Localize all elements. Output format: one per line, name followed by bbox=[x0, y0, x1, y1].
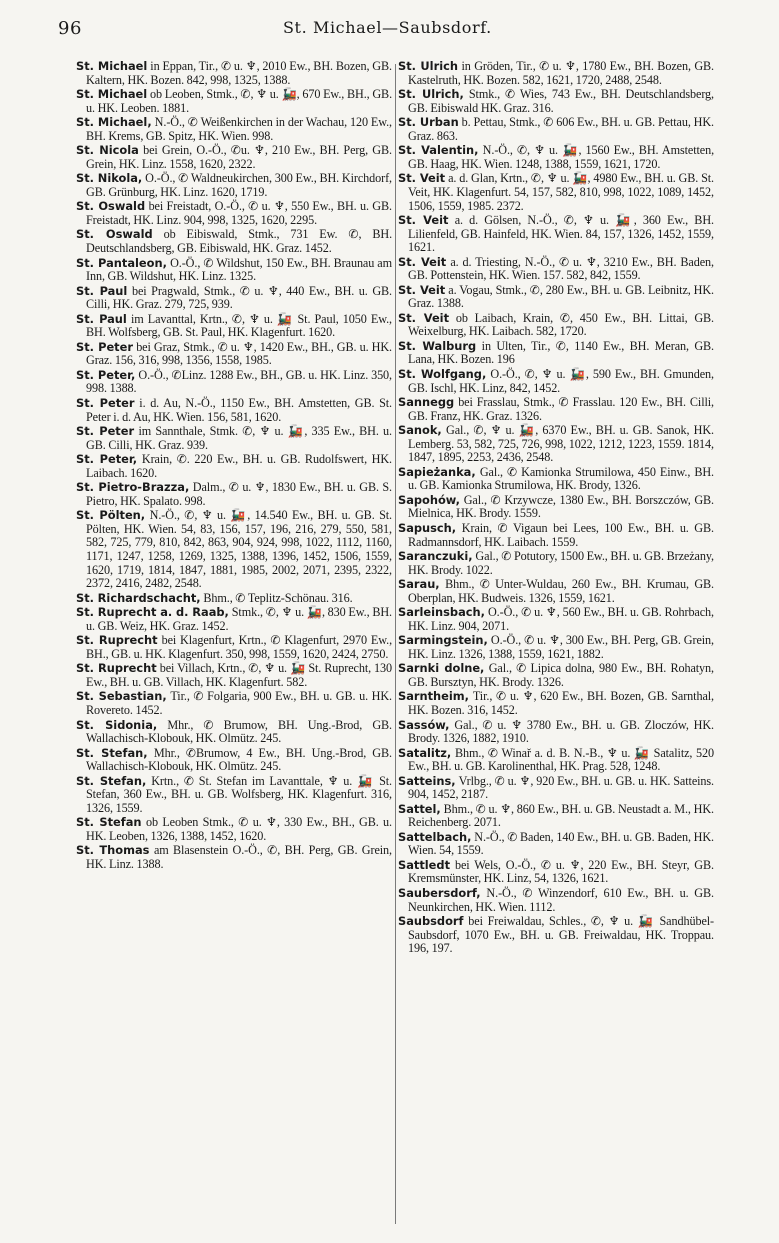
entry-text: Krain, ✆. 220 Ew., BH. u. GB. Rudolfswert, HK. Laibach. 1620. bbox=[86, 452, 392, 480]
gazetteer-entry bbox=[398, 690, 714, 717]
entry-headword: Saubsdorf bbox=[398, 914, 464, 929]
entry-text: am Blasenstein O.-Ö., ✆, BH. Perg, GB. Grein, HK. Linz. 1388. bbox=[86, 843, 392, 871]
entry-headword: St. Stefan, bbox=[76, 745, 148, 760]
gazetteer-entry bbox=[398, 60, 714, 87]
gazetteer-entry bbox=[76, 509, 392, 591]
entry-headword: Sattledt bbox=[398, 857, 451, 872]
gazetteer-entry bbox=[76, 285, 392, 312]
entry-text: Stmk., ✆ Wies, 743 Ew., BH. Deutschlandsberg, GB. Eibiswald HK. Graz. 316. bbox=[408, 87, 714, 115]
right-column bbox=[398, 60, 714, 1230]
page-header bbox=[58, 12, 718, 42]
gazetteer-entry bbox=[76, 481, 392, 508]
entry-headword: Sarau, bbox=[398, 577, 440, 592]
gazetteer-entry bbox=[398, 803, 714, 830]
entry-text: O.-Ö., ✆ u. ♆, 560 Ew., BH. u. GB. Rohrbach, HK. Linz. 904, 2071. bbox=[408, 605, 714, 633]
entry-headword: St. Ruprecht a. d. Raab, bbox=[76, 605, 229, 620]
gazetteer-entry bbox=[76, 341, 392, 368]
entry-headword: Sarnki dolne, bbox=[398, 661, 485, 676]
entry-headword: St. Pietro-Brazza, bbox=[76, 480, 190, 495]
entry-text: N.-Ö., ✆ Weißenkirchen in der Wachau, 120 Ew., BH. Krems, GB. Spitz, HK. Wien. 998. bbox=[86, 115, 392, 143]
entry-text: bei Wels, O.-Ö., ✆ u. ♆, 220 Ew., BH. Steyr, GB. Kremsmünster, HK. Linz, 54, 1326, 1621. bbox=[408, 857, 714, 886]
entry-headword: St. Ulrich bbox=[398, 60, 458, 73]
entry-headword: St. Paul bbox=[76, 311, 127, 326]
gazetteer-entry bbox=[398, 312, 714, 339]
entry-headword: St. Michael bbox=[76, 60, 148, 73]
gazetteer-entry bbox=[76, 144, 392, 171]
gazetteer-entry bbox=[398, 550, 714, 577]
entry-headword: St. Oswald bbox=[76, 227, 153, 242]
gazetteer-entry bbox=[398, 522, 714, 549]
entry-headword: St. Stefan bbox=[76, 815, 142, 830]
entry-headword: St. Sidonia, bbox=[76, 717, 158, 732]
entry-text: in Gröden, Tir., ✆ u. ♆, 1780 Ew., BH. Bozen, GB. Kastelruth, HK. Bozen. 582, 1621, 1720, 2488, 2548. bbox=[408, 60, 714, 87]
gazetteer-entry bbox=[76, 200, 392, 227]
entry-headword: St. Stefan, bbox=[76, 773, 147, 788]
gazetteer-entry bbox=[398, 775, 714, 802]
entry-headword: St. Walburg bbox=[398, 338, 477, 353]
running-title: St. Michael—Saubsdorf. bbox=[283, 18, 492, 37]
entry-text: Gal., ✆ Potutory, 1500 Ew., BH. u. GB. Brzeżany, HK. Brody. 1022. bbox=[408, 549, 714, 577]
entry-text: a. Vogau, Stmk., ✆, 280 Ew., BH. u. GB. Leibnitz, HK. Graz. 1388. bbox=[408, 282, 714, 311]
gazetteer-entry bbox=[398, 578, 714, 605]
gazetteer-entry bbox=[398, 368, 714, 395]
gazetteer-entry bbox=[76, 60, 392, 87]
entry-text: bei Grein, O.-Ö., ✆u. ♆, 210 Ew., BH. Perg, GB. Grein, HK. Linz. 1558, 1620, 2322. bbox=[86, 143, 392, 171]
entry-text: O.-Ö., ✆ Wildshut, 150 Ew., BH. Braunau am Inn, GB. Wildshut, HK. Linz. 1325. bbox=[86, 255, 392, 284]
gazetteer-entry bbox=[398, 256, 714, 283]
entry-text: Mhr., ✆ Brumow, BH. Ung.-Brod, GB. Wallachisch-Klobouk, HK. Olmütz. 245. bbox=[86, 717, 392, 746]
entry-headword: Sapusch, bbox=[398, 520, 457, 535]
gazetteer-entry bbox=[398, 284, 714, 311]
entry-text: Krtn., ✆ St. Stefan im Lavanttale, ♆ u. 🚂 St. Stefan, 360 Ew., BH. u. GB. Wolfsberg, HK. Klagenfurt. 316, 1326, 1559. bbox=[86, 773, 392, 815]
entry-text: in Eppan, Tir., ✆ u. ♆, 2010 Ew., BH. Bozen, GB. Kaltern, HK. Bozen. 842, 998, 1325, 1388. bbox=[86, 60, 392, 87]
entry-headword: St. Veit bbox=[398, 282, 446, 297]
gazetteer-entry bbox=[76, 690, 392, 717]
gazetteer-entry bbox=[398, 662, 714, 689]
gazetteer-entry bbox=[398, 634, 714, 661]
entry-text: O.-Ö., ✆, ♆ u. 🚂, 590 Ew., BH. Gmunden, GB. Ischl, HK. Linz, 842, 1452. bbox=[408, 366, 714, 395]
gazetteer-entry bbox=[76, 816, 392, 843]
entry-headword: St. Peter, bbox=[76, 367, 136, 382]
gazetteer-entry bbox=[398, 144, 714, 171]
entry-headword: St. Veit bbox=[398, 171, 446, 186]
entry-headword: St. Ruprecht bbox=[76, 661, 157, 676]
gazetteer-entry bbox=[398, 116, 714, 143]
entry-headword: St. Veit bbox=[398, 310, 450, 325]
entry-headword: Saubersdorf, bbox=[398, 885, 481, 900]
gazetteer-entry bbox=[398, 340, 714, 367]
entry-headword: St. Urban bbox=[398, 115, 459, 130]
gazetteer-entry bbox=[76, 634, 392, 661]
gazetteer-entry bbox=[76, 719, 392, 746]
entry-text: Mhr., ✆Brumow, 4 Ew., BH. Ung.-Brod, GB. Wallachisch-Klobouk, HK. Olmütz. 245. bbox=[86, 745, 392, 774]
column-divider bbox=[395, 64, 396, 1224]
entry-text: Gal., ✆ u. ♆ 3780 Ew., BH. u. GB. Zloczów, HK. Brody. 1326, 1882, 1910. bbox=[408, 717, 714, 746]
entry-headword: Sanok, bbox=[398, 423, 442, 438]
entry-text: Krain, ✆ Vigaun bei Lees, 100 Ew., BH. u. GB. Radmannsdorf, HK. Laibach. 1559. bbox=[408, 520, 714, 549]
gazetteer-entry bbox=[398, 396, 714, 423]
gazetteer-entry bbox=[76, 313, 392, 340]
entry-headword: Sapieżanka, bbox=[398, 464, 476, 479]
gazetteer-entry bbox=[398, 859, 714, 886]
entry-text: Bhm., ✆ Unter-Wuldau, 260 Ew., BH. Krumau, GB. Oberplan, HK. Budweis. 1326, 1559, 1621. bbox=[408, 577, 714, 605]
gazetteer-entry bbox=[398, 424, 714, 465]
entry-text: ob Eibiswald, Stmk., 731 Ew. ✆, BH. Deutschlandsberg, GB. Eibiswald, HK. Graz. 1452. bbox=[86, 227, 392, 256]
entry-text: Bhm., ✆ Teplitz-Schönau. 316. bbox=[203, 590, 353, 605]
entry-headword: St. Richardschacht, bbox=[76, 590, 201, 605]
entry-text: N.-Ö., ✆ Winzendorf, 610 Ew., BH. u. GB. Neunkirchen, HK. Wien. 1112. bbox=[408, 885, 714, 914]
entry-headword: Sapohów, bbox=[398, 492, 460, 507]
entry-text: Tir., ✆ Folgaria, 900 Ew., BH. u. GB. u. HK. Rovereto. 1452. bbox=[86, 689, 392, 718]
entry-headword: St. Nikola, bbox=[76, 171, 143, 186]
entry-text: ob Leoben Stmk., ✆ u. ♆, 330 Ew., BH., GB. u. HK. Leoben, 1326, 1388, 1452, 1620. bbox=[86, 815, 392, 843]
entry-text: bei Klagenfurt, Krtn., ✆ Klagenfurt, 2970 Ew., BH., GB. u. HK. Klagenfurt. 350, 998, 1559, 1620, 2424, 2750. bbox=[86, 633, 392, 661]
entry-headword: St. Sebastian, bbox=[76, 689, 167, 704]
entry-text: N.-Ö., ✆, ♆ u. 🚂, 1560 Ew., BH. Amstetten, GB. Haag, HK. Wien. 1248, 1388, 1559, 1621, 1720. bbox=[408, 143, 714, 171]
entry-text: bei Freistadt, O.-Ö., ✆ u. ♆, 550 Ew., BH. u. GB. Freistadt, HK. Linz. 904, 998, 1325, 1620, 2295. bbox=[86, 199, 392, 227]
entry-text: bei Graz, Stmk., ✆ u. ♆, 1420 Ew., BH., GB. u. HK. Graz. 156, 316, 998, 1356, 1558, 1985. bbox=[86, 339, 392, 368]
entry-text: bei Pragwald, Stmk., ✆ u. ♆, 440 Ew., BH. u. GB. Cilli, HK. Graz. 279, 725, 939. bbox=[86, 283, 392, 312]
entry-text: a. d. Triesting, N.-Ö., ✆ u. ♆, 3210 Ew., BH. Baden, GB. Pottenstein, HK. Wien. 157. 582, 842, 1559. bbox=[408, 254, 714, 283]
entry-text: in Ulten, Tir., ✆, 1140 Ew., BH. Meran, GB. Lana, HK. Bozen. 196 bbox=[408, 338, 714, 367]
entry-text: N.-Ö., ✆ Baden, 140 Ew., BH. u. GB. Baden, HK. Wien. 54, 1559. bbox=[408, 829, 714, 858]
entry-headword: St. Veit bbox=[398, 254, 447, 269]
entry-headword: Satteins, bbox=[398, 773, 456, 788]
entry-text: O.-Ö., ✆Linz. 1288 Ew., BH., GB. u. HK. Linz. 350, 998. 1388. bbox=[86, 367, 392, 396]
page-number: 96 bbox=[58, 18, 82, 39]
gazetteer-entry bbox=[76, 775, 392, 816]
gazetteer-entry bbox=[76, 397, 392, 424]
entry-text: Tir., ✆ u. ♆, 620 Ew., BH. Bozen, GB. Sarnthal, HK. Bozen. 316, 1452. bbox=[408, 689, 714, 718]
entry-headword: St. Wolfgang, bbox=[398, 366, 487, 381]
gazetteer-entry bbox=[76, 228, 392, 255]
entry-text: Gal., ✆ Krzywcze, 1380 Ew., BH. Borszczów, GB. Mielnica, HK. Brody. 1559. bbox=[408, 492, 714, 521]
entry-text: N.-Ö., ✆, ♆ u. 🚂, 14.540 Ew., BH. u. GB. St. Pölten, HK. Wien. 54, 83, 156, 157, 196, 216, 279, 550, 581, 582, 725, 779, 810, 842, 863, 904, 924, 998, 1022, 1112, 1160, 1171, 1247, 1258, 1269, 1325, 1388, 1396, 1452, 1506, 1559, 1620, 1719, 1814, 1847, 1881, 1985, 2002, 2071, 2395, 2322, 2372, 2416, 2482, 2548. bbox=[86, 508, 392, 591]
gazetteer-entry bbox=[76, 747, 392, 774]
entry-text: O.-Ö., ✆ Waldneukirchen, 300 Ew., BH. Kirchdorf, GB. Grünburg, HK. Linz. 1620, 1719. bbox=[86, 171, 392, 199]
gazetteer-entry bbox=[76, 425, 392, 452]
gazetteer-entry bbox=[76, 88, 392, 115]
entry-headword: St. Paul bbox=[76, 283, 128, 298]
entry-headword: St. Peter, bbox=[76, 452, 138, 467]
gazetteer-entry bbox=[76, 662, 392, 689]
entry-headword: St. Pantaleon, bbox=[76, 255, 167, 270]
entry-headword: St. Ulrich, bbox=[398, 87, 464, 102]
entry-text: ob Laibach, Krain, ✆, 450 Ew., BH. Littai, GB. Weixelburg, HK. Laibach. 582, 1720. bbox=[408, 310, 714, 339]
entry-text: Vrlbg., ✆ u. ♆, 920 Ew., BH. u. GB. u. HK. Satteins. 904, 1452, 2187. bbox=[408, 773, 714, 802]
gazetteer-entry bbox=[398, 214, 714, 255]
entry-headword: Saranczuki, bbox=[398, 549, 473, 564]
entry-headword: St. Peter bbox=[76, 395, 135, 410]
gazetteer-entry bbox=[398, 831, 714, 858]
entry-text: Gal., ✆, ♆ u. 🚂, 6370 Ew., BH. u. GB. Sanok, HK. Lemberg. 53, 582, 725, 726, 998, 1022, 1212, 1223, 1559. 1814, 1847, 1895, 2253, 2436, 2548. bbox=[408, 423, 714, 465]
gazetteer-entry bbox=[398, 887, 714, 914]
entry-headword: Sattel, bbox=[398, 801, 441, 816]
entry-text: Gal., ✆ Lipica dolna, 980 Ew., BH. Rohatyn, GB. Bursztyn, HK. Brody. 1326. bbox=[408, 661, 714, 689]
entry-headword: St. Valentin, bbox=[398, 143, 479, 158]
gazetteer-entry bbox=[76, 116, 392, 143]
entry-text: bei Villach, Krtn., ✆, ♆ u. 🚂 St. Ruprecht, 130 Ew., BH. u. GB. Villach, HK. Klagenfurt. 582. bbox=[86, 661, 392, 689]
entry-text: Stmk., ✆, ♆ u. 🚂, 830 Ew., BH. u. GB. Weiz, HK. Graz. 1452. bbox=[86, 605, 392, 633]
entry-headword: St. Veit bbox=[398, 212, 449, 227]
entry-headword: St. Oswald bbox=[76, 199, 146, 214]
entry-headword: Sarmingstein, bbox=[398, 633, 488, 648]
gazetteer-entry bbox=[76, 606, 392, 633]
entry-headword: Sarleinsbach, bbox=[398, 605, 485, 620]
gazetteer-entry bbox=[398, 747, 714, 774]
entry-text: Bhm., ✆ u. ♆, 860 Ew., BH. u. GB. Neustadt a. M., HK. Reichenberg. 2071. bbox=[408, 801, 714, 830]
gazetteer-entry bbox=[398, 915, 714, 956]
gazetteer-entry bbox=[76, 453, 392, 480]
entry-text: b. Pettau, Stmk., ✆ 606 Ew., BH. u. GB. Pettau, HK. Graz. 863. bbox=[408, 115, 714, 143]
entry-headword: Sattelbach, bbox=[398, 829, 472, 844]
gazetteer-entry bbox=[398, 88, 714, 115]
gazetteer-entry bbox=[76, 369, 392, 396]
entry-headword: St. Pölten, bbox=[76, 508, 146, 523]
gazetteer-entry bbox=[398, 606, 714, 633]
gazetteer-entry bbox=[76, 844, 392, 871]
entry-text: im Sannthale, Stmk. ✆, ♆ u. 🚂, 335 Ew., BH. u. GB. Cilli, HK. Graz. 939. bbox=[86, 424, 392, 452]
entry-columns bbox=[76, 60, 730, 1230]
entry-text: O.-Ö., ✆ u. ♆, 300 Ew., BH. Perg, GB. Grein, HK. Linz. 1326, 1388, 1559, 1621, 1882. bbox=[408, 633, 714, 661]
entry-headword: St. Ruprecht bbox=[76, 633, 158, 648]
entry-text: a. d. Gölsen, N.-Ö., ✆, ♆ u. 🚂, 360 Ew., BH. Lilienfeld, GB. Hainfeld, HK. Wien. 84, 157, 1326, 1452, 1559, 1621. bbox=[408, 212, 714, 255]
entry-headword: St. Nicola bbox=[76, 143, 139, 158]
entry-headword: St. Michael bbox=[76, 87, 148, 102]
entry-headword: Sarntheim, bbox=[398, 689, 469, 704]
entry-headword: Sannegg bbox=[398, 395, 455, 410]
left-column bbox=[76, 60, 392, 1230]
entry-headword: Satalitz, bbox=[398, 745, 452, 760]
entry-headword: St. Thomas bbox=[76, 843, 150, 858]
gazetteer-entry bbox=[76, 172, 392, 199]
entry-text: a. d. Glan, Krtn., ✆, ♆ u. 🚂, 4980 Ew., BH. u. GB. St. Veit, HK. Klagenfurt. 54, 157, 582, 810, 998, 1022, 1089, 1452, 1506, 1559, 1985. 2372. bbox=[408, 171, 714, 213]
gazetteer-entry bbox=[398, 719, 714, 746]
gazetteer-entry bbox=[398, 466, 714, 493]
entry-text: i. d. Au, N.-Ö., 1150 Ew., BH. Amstetten, GB. St. Peter i. d. Au, HK. Wien. 156, 581, 1620. bbox=[86, 395, 392, 424]
entry-text: Dalm., ✆ u. ♆, 1830 Ew., BH. u. GB. S. Pietro, HK. Spalato. 998. bbox=[86, 480, 392, 508]
entry-headword: St. Peter bbox=[76, 339, 133, 354]
entry-text: im Lavanttal, Krtn., ✆, ♆ u. 🚂 St. Paul, 1050 Ew., BH. Wolfsberg, GB. St. Paul, HK. Klagenfurt. 1620. bbox=[86, 311, 392, 340]
entry-headword: Sassów, bbox=[398, 717, 450, 732]
entry-text: ob Leoben, Stmk., ✆, ♆ u. 🚂, 670 Ew., BH., GB. u. HK. Leoben. 1881. bbox=[86, 87, 392, 115]
entry-text: Gal., ✆ Kamionka Strumilowa, 450 Einw., BH. u. GB. Kamionka Strumilowa, HK. Brody, 1326. bbox=[408, 464, 714, 493]
entry-headword: St. Peter bbox=[76, 424, 135, 439]
entry-text: bei Freiwaldau, Schles., ✆, ♆ u. 🚂 Sandhübel-Saubsdorf, 1070 Ew., BH. u. GB. Freiwaldau, HK. Troppau. 196, 197. bbox=[408, 914, 714, 956]
gazetteer-entry bbox=[398, 494, 714, 521]
gazetteer-entry bbox=[398, 172, 714, 213]
gazetteer-entry bbox=[76, 592, 392, 606]
gazetteer-entry bbox=[76, 257, 392, 284]
entry-headword: St. Michael, bbox=[76, 115, 152, 130]
entry-text: Bhm., ✆ Winař a. d. B. N.-B., ♆ u. 🚂 Satalitz, 520 Ew., BH. u. GB. Karolinenthal, HK. Prag. 528, 1248. bbox=[408, 745, 714, 774]
entry-text: bei Frasslau, Stmk., ✆ Frasslau. 120 Ew., BH. Cilli, GB. Franz, HK. Graz. 1326. bbox=[408, 395, 714, 423]
